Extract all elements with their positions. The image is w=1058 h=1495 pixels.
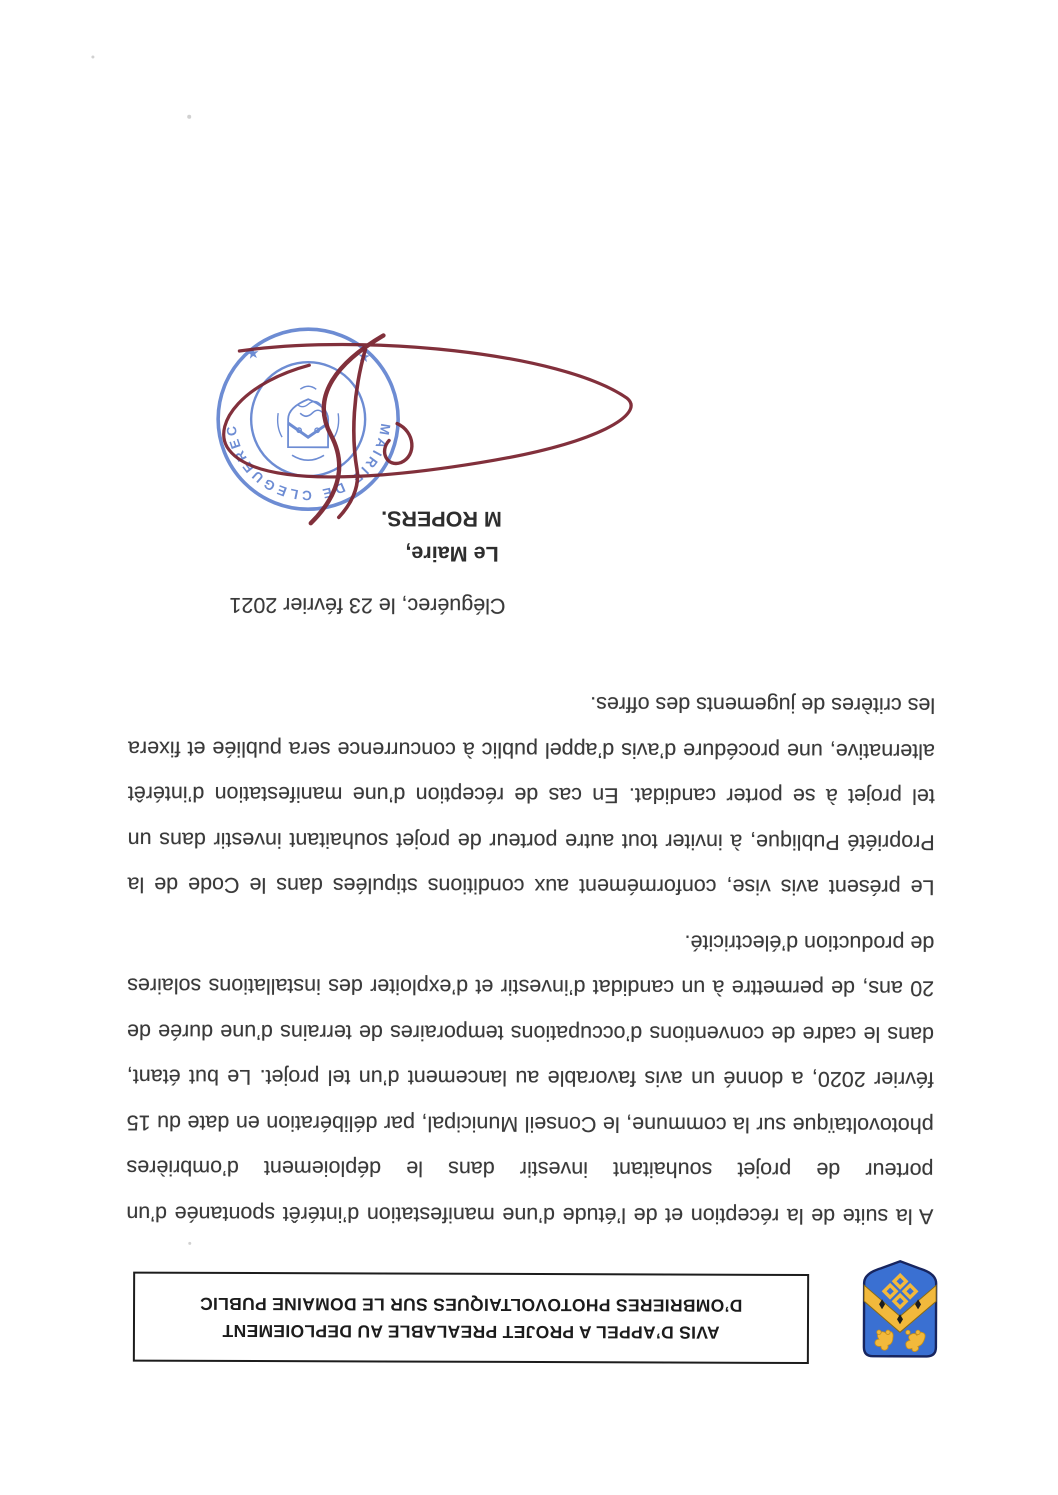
handwritten-signature — [223, 335, 631, 524]
body-text-line: A la suite de la réception et de l’étude d’une manifestation d’intérêt spontanée d’un — [126, 1201, 934, 1229]
stamp-crest — [278, 386, 339, 460]
signatory-title: Le Maire, — [405, 541, 499, 566]
stamp-star-left: ★ — [353, 345, 374, 368]
body-text-line: alternative, une procédure d’avis d’appel public à concurrence sera publiée et fixera — [127, 736, 936, 764]
body-text-line: février 2020, a donné un avis favorable au lancement d’un tel projet. Le but étant, — [126, 1065, 934, 1092]
dateline: Cléguérec, le 23 février 2021 — [229, 592, 506, 618]
paragraph-1 — [126, 917, 934, 1238]
notice-title-line-2: D’OMBRIERES PHOTOVOLTAIQUES SUR LE DOMAINE PUBLIC — [199, 1293, 743, 1316]
body-text-line: Propriété Publique, à inviter tout autre porteur de projet souhaitant investir dans un — [127, 827, 935, 855]
svg-text:MAIRIE DE CLEGUEREC — [223, 422, 393, 503]
notice-title-box — [133, 1272, 809, 1364]
body-text-line: porteur de projet souhaitant investir dans le déploiement d’ombrières — [126, 1156, 934, 1183]
body-text-line: 20 ans, de permettre à un candidat d’investir et d’exploiter des installations solaires — [127, 974, 935, 1001]
notice-title-line-1: AVIS D’APPEL A PROJET PREALABLE AU DEPLOIEMENT — [222, 1320, 720, 1343]
municipal-stamp-icon — [218, 329, 399, 510]
stamp-arc-text: MAIRIE DE CLEGUEREC — [223, 422, 394, 503]
body-text-line: dans le cadre de conventions d’occupations temporaires de terrains d’une durée de — [126, 1019, 935, 1047]
cleguerec-coat-of-arms-icon — [857, 1259, 943, 1359]
paragraph-2 — [127, 680, 935, 910]
scan-speck — [187, 115, 191, 119]
body-text-line: photovoltaïque sur la commune, le Conseil Municipal, par délibération en date du 15 — [126, 1110, 934, 1138]
scan-speck — [188, 1242, 191, 1245]
body-text-line: tel projet à se porter candidat. En cas de réception d’une manifestation d’intérêt — [127, 782, 935, 809]
scan-speck — [91, 55, 94, 58]
stamp-star-right: ★ — [242, 342, 264, 364]
body-text-line: Le présent avis vise, conformément aux conditions stipulées dans le Code de la — [127, 873, 935, 900]
body-text-line: les critères de jugements des offres. — [590, 692, 936, 718]
body-text-line: de production d’électricité. — [684, 930, 935, 956]
signatory-name: M ROPERS. — [381, 506, 502, 531]
letter-body — [126, 670, 935, 1239]
